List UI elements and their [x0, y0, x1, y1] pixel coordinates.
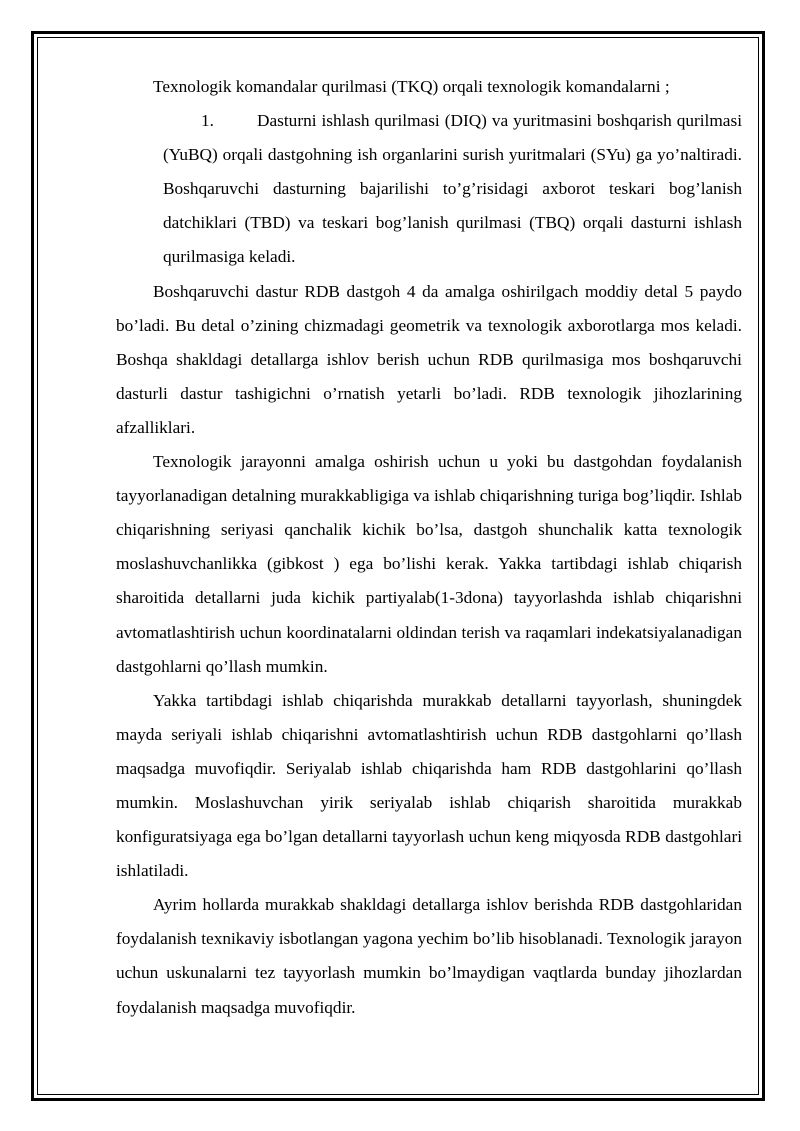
paragraph-control-program: Boshqaruvchi dastur RDB dastgoh 4 da amalga oshirilgach moddiy detal 5 paydo bo’ladi. Bu detal o’zining chizmadagi geometrik va texnologik axborotlarga mos keladi. Boshqa shakldagi detallarga ishlov berish uchun RDB qurilmasiga mos boshqaruvchi dasturli dastur tashigichni o’rnatish yetarli bo’ladi. RDB texnologik jihozlarining afzalliklari.	[116, 281, 742, 437]
paragraph-intro: Texnologik komandalar qurilmasi (TKQ) orqali texnologik komandalarni ;	[153, 77, 670, 96]
paragraph-technological-process: Texnologik jarayonni amalga oshirish uchun u yoki bu dastgohdan foydalanish tayyorlanadigan detalning murakkabligiga va ishlab chiqarishning turiga bog’liqdir. Ishlab chiqarishning seriyasi qanchalik kichik bo’lsa, dastgoh shunchalik katta texnologik moslashuvchanlikka (gibkost ) ega bo’lishi kerak. Yakka tartibdagi ishlab chiqarish sharoitida detallarni juda kichik partiyalab(1-3dona) tayyorlashda ishlab chiqarishni avtomatlashtirish uchun koordinatalarni oldindan terish va raqamlari indekatsiyalanadigan dastgohlarni qo’llash mumkin.	[116, 452, 742, 676]
list-item-1	[163, 104, 742, 274]
paragraph-complex-shapes: Ayrim hollarda murakkab shakldagi detallarga ishlov berishda RDB dastgohlaridan foydalanish texnikaviy isbotlangan yagona yechim bo’lib hisoblanadi. Texnologik jarayon uchun uskunalarni tez tayyorlash mumkin bo’lmaydigan vaqtlarda bunday jihozlardan foydalanish maqsadga muvofiqdir.	[116, 895, 742, 1017]
list-item-text: Dasturni ishlash qurilmasi (DIQ) va yuritmasini boshqarish qurilmasi (YuBQ) orqali dastgohning ish organlarini surish yuritmalari (SYu) ga yo’naltiradi. Boshqaruvchi dasturning bajarilishi to’g’risidagi axborot teskari bog’lanish datchiklari (TBD) va teskari bog’lanish qurilmasi (TBQ) orqali dasturni ishlash qurilmasiga keladi.	[163, 111, 742, 267]
paragraph-single-production: Yakka tartibdagi ishlab chiqarishda murakkab detallarni tayyorlash, shuningdek mayda seriyali ishlab chiqarishni avtomatlashtirish uchun RDB dastgohlarni qo’llash maqsadga muvofiqdir. Seriyalab ishlab chiqarishda ham RDB dastgohlarini qo’llash mumkin. Moslashuvchan yirik seriyalab ishlab chiqarish sharoitida murakkab konfiguratsiyaga ega bo’lgan detallarni tayyorlash uchun keng miqyosda RDB dastgohlari ishlatiladi.	[116, 690, 742, 881]
document-body	[116, 70, 742, 1025]
list-item-number: 1.	[201, 111, 214, 131]
